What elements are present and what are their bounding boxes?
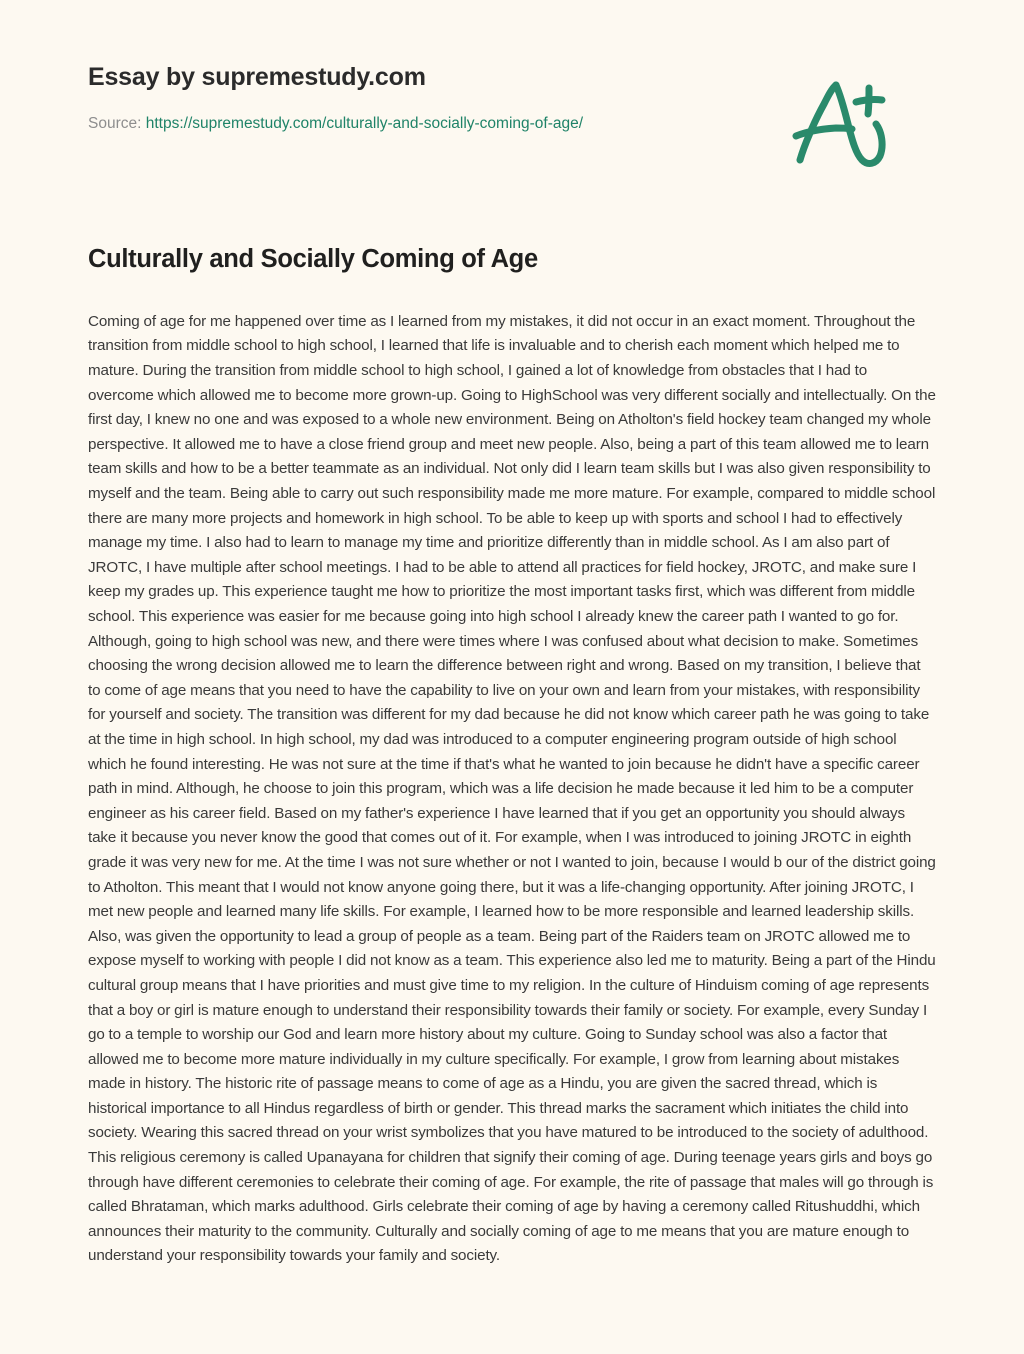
page-header	[0, 0, 1024, 174]
header-left-block	[88, 62, 583, 134]
a-plus-logo-icon	[780, 74, 900, 174]
brand-title: Essay by supremestudy.com	[88, 63, 426, 91]
source-url-link[interactable]: https://supremestudy.com/culturally-and-socially-coming-of-age/	[145, 115, 584, 132]
article-body-text: Coming of age for me happened over time as I learned from my mistakes, it did not occur in an exact moment. Throughout the transition from middle school to high school, I learned that life is invaluable and to cherish each moment which helped me to mature. During the transition from middle school to high school, I gained a lot of knowledge from obstacles that I had to overcome which allowed me to become more grown-up. Going to HighSchool was very different socially and intellectually. On the first day, I knew no one and was exposed to a whole new environment. Being on Atholton's field hockey team changed my whole perspective. It allowed me to have a close friend group and meet new people. Also, being a part of this team allowed me to learn team skills and how to be a better teammate as an individual. Not only did I learn team skills but I was also given responsibility to myself and the team. Being able to carry out such responsibility made me more mature. For example, compared to middle school there are many more projects and homework in high school. To be able to keep up with sports and school I had to effectively manage my time. I also had to learn to manage my time and prioritize differently than in middle school. As I am also part of JROTC, I have multiple after school meetings. I had to be able to attend all practices for field hockey, JROTC, and make sure I keep my grades up. This experience taught me how to prioritize the most important tasks first, which was different from middle school. This experience was easier for me because going into high school I already knew the career path I wanted to go for. Although, going to high school was new, and there were times where I was confused about what decision to make. Sometimes choosing the wrong decision allowed me to learn the difference between right and wrong. Based on my transition, I believe that to come of age means that you need to have the capability to live on your own and learn from your mistakes, with responsibility for yourself and society. The transition was different for my dad because he did not know which career path he was going to take at the time in high school. In high school, my dad was introduced to a computer engineering program outside of high school which he found interesting. He was not sure at the time if that's what he wanted to join because he didn't have a specific career path in mind. Although, he choose to join this program, which was a life decision he made because it led him to be a computer engineer as his career field. Based on my father's experience I have learned that if you get an opportunity you should always take it because you never know the good that comes out of it. For example, when I was introduced to joining JROTC in eighth grade it was very new for me. At the time I was not sure whether or not I wanted to join, because I would b our of the district going to Atholton. This meant that I would not know anyone going there, but it was a life-changing opportunity. After joining JROTC, I met new people and learned many life skills. For example, I learned how to be more responsible and learned leadership skills. Also, was given the opportunity to lead a group of people as a team. Being part of the Raiders team on JROTC allowed me to expose myself to working with people I did not know as a team. This experience also led me to maturity. Being a part of the Hindu cultural group means that I have priorities and must give time to my religion. In the culture of Hinduism coming of age represents that a boy or girl is mature enough to understand their responsibility towards their family or society. For example, every Sunday I go to a temple to worship our God and learn more history about my culture. Going to Sunday school was also a factor that allowed me to become more mature individually in my culture specifically. For example, I grow from learning about mistakes made in history. The historic rite of passage means to come of age as a Hindu, you are given the sacred thread, which is historical importance to all Hindus regardless of birth or gender. This thread marks the sacrament which initiates the child into society. Wearing this sacred thread on your wrist symbolizes that you have matured to be introduced to the society of adulthood. This religious ceremony is called Upanayana for children that signify their coming of age. During teenage years girls and boys go through have different ceremonies to celebrate their coming of age. For example, the rite of passage that males will go through is called Bhrataman, which marks adulthood. Girls celebrate their coming of age by having a ceremony called Ritushuddhi, which announces their maturity to the community. Culturally and socially coming of age to me means that you are mature enough to understand your responsibility towards your family and society.	[88, 312, 936, 1265]
source-label: Source:	[88, 115, 142, 132]
article	[88, 244, 936, 1269]
page-title: Culturally and Socially Coming of Age	[88, 245, 538, 273]
source-line	[88, 114, 583, 134]
